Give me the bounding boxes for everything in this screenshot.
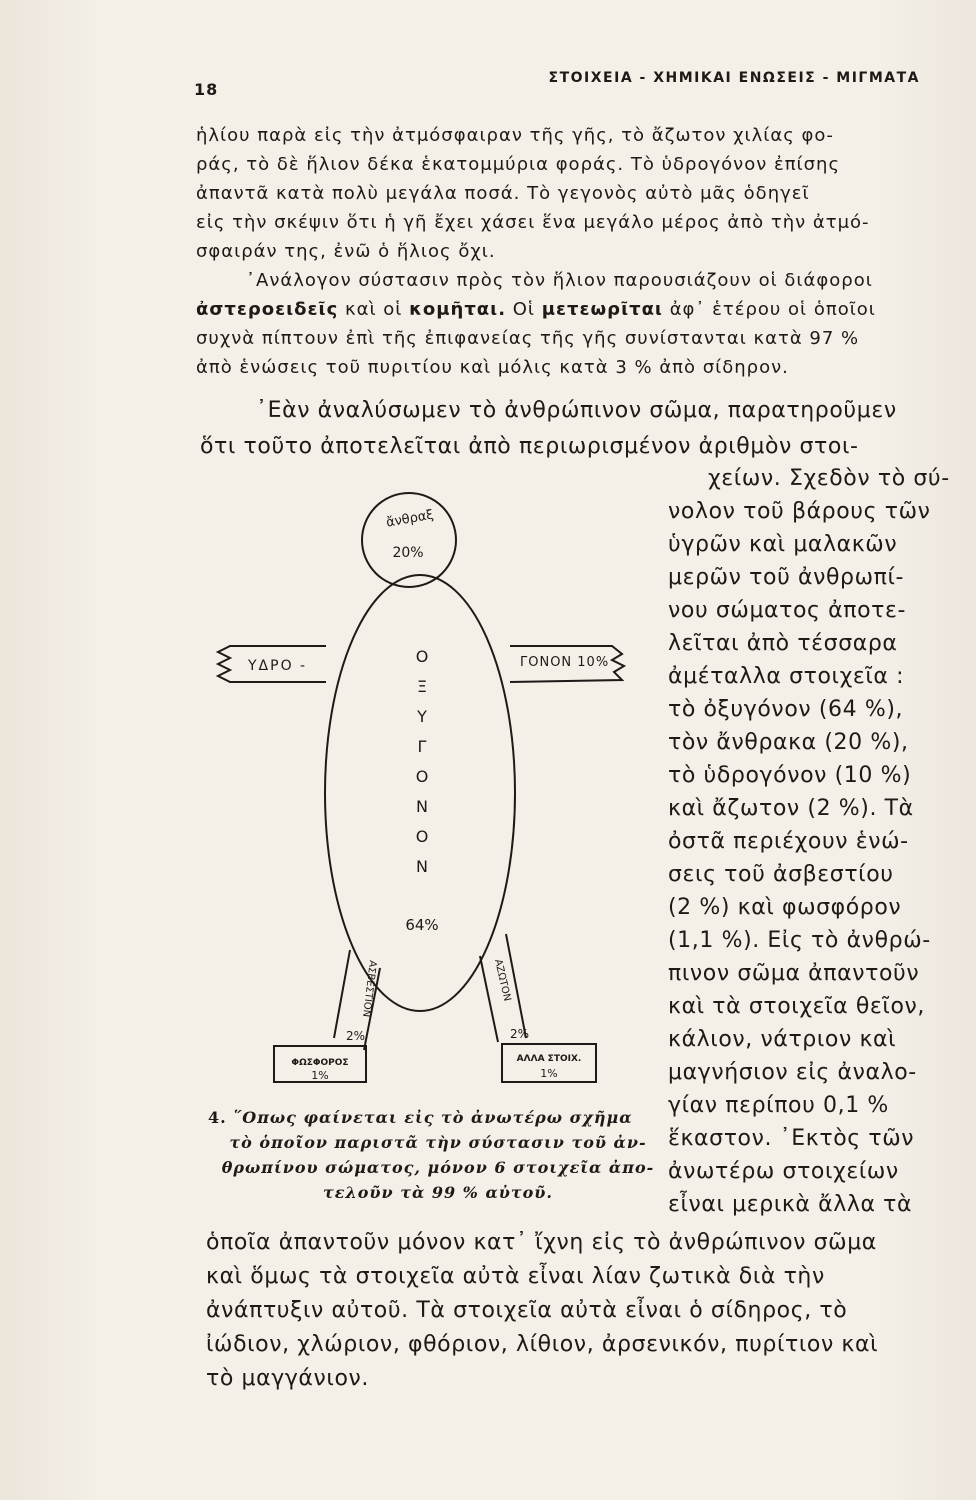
column-line: ὀστᾶ περιέχουν ἑνώ- (668, 829, 909, 854)
closing-line: ὁποῖα ἀπαντοῦν μόνον κατ᾿ ἴχνη εἰς τὸ ἀνθρώπινον σῶμα (206, 1230, 877, 1255)
intro-line: σφαιράν της, ἐνῶ ὁ ἥλιος ὄχι. (196, 241, 496, 262)
caption-text: ῞Οπως φαίνεται εἰς τὸ ἀνωτέρω σχῆμα (233, 1108, 633, 1127)
caption-line (208, 1105, 668, 1130)
column-line: καὶ τὰ στοιχεῖα θεῖον, (668, 994, 926, 1019)
right-foot-value: 1% (540, 1067, 558, 1080)
intro-line: ράς, τὸ δὲ ἥλιον δέκα ἑκατομμύρια φοράς. Τὸ ὑδρογόνον ἐπίσης (196, 154, 841, 175)
head-value: 20% (392, 545, 424, 561)
caption-line: τὸ ὁποῖον παριστᾶ τὴν σύστασιν τοῦ ἀν- (229, 1133, 647, 1152)
text-fragment: Οἱ (512, 299, 536, 320)
column-line: μαγνήσιον εἰς ἀναλο- (668, 1060, 917, 1085)
column-line: ἀνωτέρω στοιχείων (668, 1159, 899, 1184)
intro-line: ἡλίου παρὰ εἰς τὴν ἀτμόσφαιραν τῆς γῆς, τὸ ἄζωτον χιλίας φο- (196, 125, 834, 146)
text-fragment: καὶ οἱ (344, 299, 403, 320)
right-arm-label: ΓΟΝΟΝ 10% (520, 655, 610, 670)
column-line: καὶ ἄζωτον (2 %). Τὰ (668, 796, 914, 821)
page-header (190, 70, 930, 98)
body-letter: Ο (415, 647, 429, 666)
column-line: λεῖται ἀπὸ τέσσαρα (668, 631, 898, 656)
right-foot-label: ΑΛΛΑ ΣΤΟΙΧ. (516, 1054, 582, 1064)
body-letter: Ο (415, 767, 429, 786)
column-line: (1,1 %). Εἰς τὸ ἀνθρώ- (668, 928, 931, 953)
body-letter: Ο (415, 827, 429, 846)
para2-line: ἀπὸ ἑνώσεις τοῦ πυριτίου καὶ μόλις κατὰ 3 % ἀπὸ σίδηρον. (196, 357, 789, 378)
body-letter: Ν (416, 797, 428, 816)
running-title: ΣΤΟΙΧΕΙΑ - ΧΗΜΙΚΑΙ ΕΝΩΣΕΙΣ - ΜΙΓΜΑΤΑ (548, 70, 920, 86)
term-asteroids: ἀστεροειδεῖς (196, 299, 339, 320)
page-number: 18 (194, 80, 219, 99)
left-arm-label: ΥΔΡΟ - (248, 658, 308, 674)
closing-line: καὶ ὅμως τὰ στοιχεῖα αὐτὰ εἶναι λίαν ζωτικὰ διὰ τὴν (206, 1264, 825, 1289)
term-comets: κομῆται. (409, 299, 507, 320)
para2-line: ᾿Ανάλογον σύστασιν πρὸς τὸν ἥλιον παρουσιάζουν οἱ διάφοροι (246, 270, 873, 291)
column-line: πινον σῶμα ἀπαντοῦν (668, 961, 920, 986)
intro-line: εἰς τὴν σκέψιν ὅτι ἡ γῆ ἔχει χάσει ἕνα μεγάλο μέρος ἀπὸ τὴν ἀτμό- (196, 212, 870, 233)
body-letter: Γ (417, 737, 427, 756)
caption-number: 4. (208, 1108, 227, 1127)
closing-line: ἰώδιον, χλώριον, φθόριον, λίθιον, ἀρσενικόν, πυρίτιον καὶ (206, 1332, 879, 1357)
right-leg-label: ΑΖΩΤΟΝ (492, 958, 513, 1003)
column-line: (2 %) καὶ φωσφόρον (668, 895, 902, 920)
column-line: ὑγρῶν καὶ μαλακῶν (668, 532, 898, 557)
column-line: ἀμέταλλα στοιχεῖα : (668, 664, 905, 689)
column-line: τὸ ὀξυγόνον (64 %), (668, 697, 904, 722)
column-line: μερῶν τοῦ ἀνθρωπί- (668, 565, 905, 590)
closing-line: τὸ μαγγάνιον. (206, 1366, 370, 1391)
caption-line: θρωπίνου σώματος, μόνον 6 στοιχεῖα ἀπο- (221, 1158, 655, 1177)
column-line: τὸ ὑδρογόνον (10 %) (668, 763, 912, 788)
column-line: κάλιον, νάτριον καὶ (668, 1027, 897, 1052)
body-letter: Ξ (416, 677, 428, 696)
column-line: νολον τοῦ βάρους τῶν (668, 499, 931, 524)
left-foot-label: ΦΩΣΦΟΡΟΣ (291, 1058, 349, 1068)
column-line: τὸν ἄνθρακα (20 %), (668, 730, 909, 755)
human-body-figure (190, 490, 660, 1110)
column-line: ἕκαστον. ᾿Εκτὸς τῶν (668, 1126, 915, 1151)
right-leg-value: 2% (510, 1027, 530, 1041)
figure-body (325, 575, 515, 1011)
text-fragment: ἀφ᾿ ἑτέρου οἱ ὁποῖοι (669, 299, 876, 320)
para2-line (196, 298, 932, 321)
body-value: 64% (405, 916, 439, 934)
column-line: χείων. Σχεδὸν τὸ σύ- (708, 466, 950, 491)
body-letter: Υ (417, 707, 427, 726)
term-meteorites: μετεωρῖται (541, 299, 663, 320)
column-line: γίαν περίπου 0,1 % (668, 1093, 889, 1118)
figure-head (362, 493, 456, 587)
caption-line: τελοῦν τὰ 99 % αὐτοῦ. (323, 1183, 553, 1202)
main-line: ᾿Εὰν ἀναλύσωμεν τὸ ἀνθρώπινον σῶμα, παρατηροῦμεν (256, 398, 897, 423)
head-label: ἄνθραξ (385, 507, 435, 531)
left-leg-value: 2% (346, 1029, 366, 1043)
para2-line: συχνὰ πίπτουν ἐπὶ τῆς ἐπιφανείας τῆς γῆς συνίστανται κατὰ 97 % (196, 328, 860, 349)
main-line: ὅτι τοῦτο ἀποτελεῖται ἀπὸ περιωρισμένον ἀριθμὸν στοι- (200, 434, 859, 459)
figure-caption (208, 1105, 668, 1205)
closing-line: ἀνάπτυξιν αὐτοῦ. Τὰ στοιχεῖα αὐτὰ εἶναι ὁ σίδηρος, τὸ (206, 1298, 848, 1323)
left-foot-value: 1% (311, 1069, 329, 1082)
column-line: νου σώματος ἀποτε- (668, 598, 907, 623)
intro-line: ἀπαντᾶ κατὰ πολὺ μεγάλα ποσά. Τὸ γεγονὸς αὐτὸ μᾶς ὁδηγεῖ (196, 183, 810, 204)
body-letter: Ν (416, 857, 428, 876)
column-line: σεις τοῦ ἀσβεστίου (668, 862, 894, 887)
figure-drawing (190, 490, 660, 1110)
column-line: εἶναι μερικὰ ἄλλα τὰ (668, 1192, 913, 1217)
left-leg-label: ΑΣΒΕΣΤΙΟΝ (360, 959, 378, 1018)
